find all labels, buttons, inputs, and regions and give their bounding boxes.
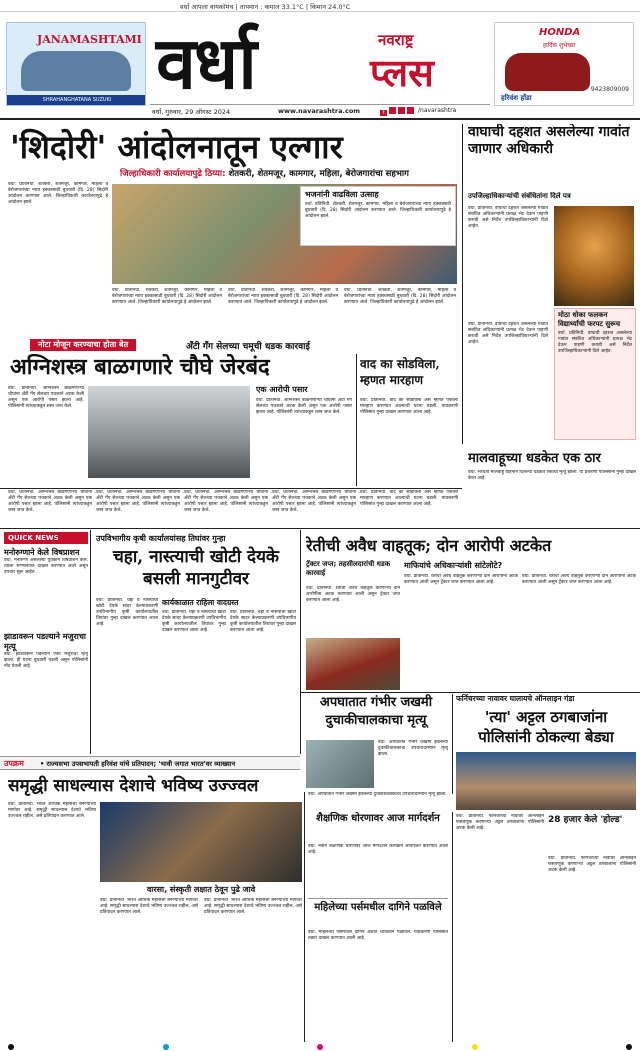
right-ad-sub: हार्दिक शुभेच्छा xyxy=(543,42,576,49)
bottom-lead-photo xyxy=(100,802,302,882)
bottom-lead-body-col2: वर्धा. प्रतिनिधी. भारत आर्थिक महासत्ता बनण्याच्या मार्गावर आहे. समृद्धी साधल्यास देशाचे भविष्य उज्ज्वल राहील, असे प्रतिपादन करण्यात आले. xyxy=(100,898,198,915)
arms-photo xyxy=(88,386,250,478)
lead-kicker-label: जिल्हाधिकारी कार्यालयापुढे ठिय्या: xyxy=(120,169,226,179)
logo-main: वर्धा xyxy=(156,20,255,104)
cheats-kicker: फर्निचरच्या नावावर घालायचे ऑनलाइन गंडा xyxy=(456,694,575,703)
cheats-headline: 'त्या' अट्टल ठगबाजांना पोलिसांनी ठोकल्या बेड्या xyxy=(478,708,614,746)
debate-headline: वाद का सोडविला, म्हणत मारहाण xyxy=(360,357,440,387)
lead-headline: 'शिदोरी' आंदोलनातून एल्गार xyxy=(10,128,343,166)
quick-news-item-1-title: मनोरुग्णाने केले विषप्राशन xyxy=(4,548,80,557)
women-body: वर्धा. महिलेच्या पर्समधील दागिने अज्ञात चोरट्याने पळविले. याप्रकरणी पोलिसांत तक्रार दाखल करण्यात आली आहे. xyxy=(308,930,448,941)
side-top-sub: उपजिल्हाधिकाऱ्यांची संबंधितांना दिले पत्र xyxy=(468,192,571,200)
accident-body: वर्धा. अपघातात गंभीर जखमी झालेल्या दुचाकीचालकाचा उपचारादरम्यान मृत्यू झाला. xyxy=(378,740,448,757)
left-ad-title: JANAMASHTAMI xyxy=(37,33,142,46)
motorcycle-image xyxy=(505,53,590,91)
sand-sub-1: ट्रॅक्टर जप्त; तहसीलदारांची धडक कारवाई xyxy=(306,560,391,577)
lead-body-col2: वर्धा. प्रतिनिधी. शेतकरी, शेतमजूर, कामगार, महिला व बेरोजगारांच्या न्याय हक्कासाठी बुधवारी (दि. 28) सिदोरी आंदोलन करण्यात आले. जिल्हाधिकारी कार्यालयापुढे हे आंदोलन झाले. xyxy=(112,288,222,305)
youtube-icon[interactable] xyxy=(389,107,396,114)
arms-body-col3: वर्धा. प्रतिनिधी. अग्निशस्त्र बाळगणाऱ्या चौघांना ॲंटी गँग सेलच्या पथकाने अटक केली असून एक आरोपी पसार झाला आहे. पोलिसांनी त्यांच्याकडून शस्त्र जप्त केले. xyxy=(8,490,92,513)
bottom-lead-headline: समृद्धी साधल्यास देशाचे भविष्य उज्ज्वल xyxy=(8,776,259,796)
instagram-icon[interactable] xyxy=(398,107,405,114)
date-bar xyxy=(150,104,490,116)
side-top-box xyxy=(554,308,636,440)
sand-body-col3: वर्धा. प्रतिनिधी. रेतीची अवैध वाहतूक करणाऱ्या दोन आरोपींना अटक करण्यात आली असून ट्रॅक्टर जप्त करण्यात आला आहे. xyxy=(522,574,636,585)
arms-body-col2: वर्धा. प्रतिनिधी. अग्निशस्त्र बाळगणाऱ्या चौघांना ॲंटी गँग सेलच्या पथकाने अटक केली असून एक आरोपी पसार झाला आहे. पोलिसांनी त्यांच्याकडून शस्त्र जप्त केले. xyxy=(256,398,352,415)
cheats-box-title: 28 हजार केले 'होल्ड' xyxy=(548,815,623,825)
right-ad[interactable] xyxy=(494,22,634,106)
quick-news-item-2-body: वर्धा. झाडावरून पडल्याने एका मजुराचा मृत्यू झाला. ही घटना बुधवारी घडली असून पोलिसांनी नोंद घेतली आहे. xyxy=(4,652,88,669)
social-icons xyxy=(380,107,414,116)
ticker-text: • राज्यसभा उपसभापती हरिवंश यांचे प्रतिपादन; 'भावी जगात भारत'वर व्याख्यान xyxy=(40,760,236,768)
side-top-box-body: वर्धा. प्रतिनिधी. वाघाची दहशत असलेल्या गावांत संबंधित अधिकाऱ्यांनी प्रत्यक्ष भेट देऊन पाहणी करावी असे निर्देश उपजिल्हाधिकाऱ्यांनी दिले आहेत. xyxy=(558,331,632,354)
arms-caption: एक आरोपी पसार xyxy=(256,385,308,394)
quick-news xyxy=(4,532,88,752)
facebook-icon[interactable]: f xyxy=(380,110,387,116)
women-headline: महिलेच्या पर्समधील दागिने पळविले xyxy=(308,898,448,928)
left-ad-brand: SHRAHANGHATANA SUZUKI xyxy=(7,95,146,105)
weather-strip: वर्धा आपला वायकॉमंच | तापमान : कमाल 33.1°C | किमान 24.0°C xyxy=(180,3,351,11)
tractor-photo xyxy=(306,638,400,690)
cheats-photo xyxy=(456,752,636,810)
cheats-body-col1: वर्धा. प्रतिनिधी. फर्निचरच्या नावावर ऑनलाइन फसवणूक करणाऱ्या अट्टल ठगबाजांना पोलिसांनी अटक केली आहे. xyxy=(456,814,544,831)
ticker xyxy=(0,756,300,770)
sand-sub-2: माफियांचे अधिकाऱ्यांशी सांटेलोटे? xyxy=(404,561,503,570)
ticker-label: उपक्रम xyxy=(4,759,24,768)
sand-body-col1: वर्धा. प्रतिनिधी. रेतीची अवैध वाहतूक करणाऱ्या दोन आरोपींना अटक करण्यात आली असून ट्रॅक्टर जप्त करण्यात आला आहे. xyxy=(306,586,400,603)
bottom-lead-body-col3: वर्धा. प्रतिनिधी. भारत आर्थिक महासत्ता बनण्याच्या मार्गावर आहे. समृद्धी साधल्यास देशाचे भविष्य उज्ज्वल राहील, असे प्रतिपादन करण्यात आले. xyxy=(204,898,302,915)
side-top-box-title: मोठा धोका फलकन विद्यार्थ्यांची फरपट सुरूच xyxy=(558,311,621,328)
arms-body-col5: वर्धा. प्रतिनिधी. अग्निशस्त्र बाळगणाऱ्या चौघांना ॲंटी गँग सेलच्या पथकाने अटक केली असून एक आरोपी पसार झाला आहे. पोलिसांनी त्यांच्याकडून शस्त्र जप्त केले. xyxy=(184,490,268,513)
side-top-body-2: वर्धा. प्रतिनिधी. वाघाची दहशत असलेल्या गावांत संबंधित अधिकाऱ्यांनी प्रत्यक्ष भेट देऊन पाहणी करावी असे निर्देश उपजिल्हाधिकाऱ्यांनी दिले आहेत. xyxy=(468,322,548,345)
malwa-body: वर्धा. भरधाव मालवाहू वाहनाने दिलेल्या धडकेत एकाचा मृत्यू झाला. या प्रकरणी पोलिसांनी गुन्हा दाखल केला आहे. xyxy=(468,470,636,481)
debate-body: वर्धा. प्रतिनिधी. वाद का सोडविला असे म्हणत एकाला मारहाण करण्यात आल्याची घटना घडली. याप्रकरणी पोलिसांत गुन्हा दाखल करण्यात आला आहे. xyxy=(360,398,458,415)
arms-body-col4: वर्धा. प्रतिनिधी. अग्निशस्त्र बाळगणाऱ्या चौघांना ॲंटी गँग सेलच्या पथकाने अटक केली असून एक आरोपी पसार झाला आहे. पोलिसांनी त्यांच्याकडून शस्त्र जप्त केले. xyxy=(96,490,180,513)
accident-headline: अपघातात गंभीर जखमी दुचाकीचालकाचा मृत्यू xyxy=(319,695,433,728)
education-body: वर्धा. नवीन शैक्षणिक धोरणावर आज मार्गदर्शन कार्यक्रम आयोजित करण्यात आला आहे. xyxy=(308,844,448,855)
lead-photo-caption: भजनांनी वाढविला उत्साह xyxy=(305,190,379,199)
accident-photo xyxy=(306,740,374,788)
education-headline: शैक्षणिक धोरणावर आज मार्गदर्शन xyxy=(316,813,440,824)
lead-kicker-rest: शेतकरी, शेतमजूर, कामगार, महिला, बेरोजगारांचा सहभाग xyxy=(228,169,409,179)
bottom-lead-caption: वारसा, संस्कृती लक्षात ठेवून पुढे जावे xyxy=(146,885,256,894)
registration-mark xyxy=(0,1043,640,1051)
logo-plus: प्लस xyxy=(370,50,434,95)
arms-body-col1: वर्धा. प्रतिनिधी. अग्निशस्त्र बाळगणाऱ्या चौघांना ॲंटी गँग सेलच्या पथकाने अटक केली असून एक आरोपी पसार झाला आहे. पोलिसांनी त्यांच्याकडून शस्त्र जप्त केले. xyxy=(8,386,84,409)
side-top-body: वर्धा. प्रतिनिधी. वाघाची दहशत असलेल्या गावांत संबंधित अधिकाऱ्यांनी प्रत्यक्ष भेट देऊन पाहणी करावी असे निर्देश उपजिल्हाधिकाऱ्यांनी दिले आहेत. xyxy=(468,206,548,229)
tiger-photo xyxy=(554,206,634,306)
agri-body-col1: वर्धा. प्रतिनिधी. चहा व नास्त्याची खोटी देयके सादर केल्याप्रकरणी उपविभागीय कृषी कार्यालयातील तिघांवर गुन्हा दाखल करण्यात आला आहे. xyxy=(96,598,158,627)
agri-body-col2: वर्धा. प्रतिनिधी. चहा व नास्त्याची खोटी देयके सादर केल्याप्रकरणी उपविभागीय कृषी कार्यालयातील तिघांवर गुन्हा दाखल करण्यात आला आहे. xyxy=(162,610,226,633)
arms-headline: अग्निशस्त्र बाळगणारे चौघे जेरबंद xyxy=(10,354,270,380)
top-strip xyxy=(0,0,640,12)
twitter-icon[interactable] xyxy=(407,107,414,114)
quick-news-label: QUICK NEWS xyxy=(4,532,88,544)
lead-photo-caption-box xyxy=(300,186,456,246)
cheats-body-col2: वर्धा. प्रतिनिधी. फर्निचरच्या नावावर ऑनलाइन फसवणूक करणाऱ्या अट्टल ठगबाजांना पोलिसांनी अटक केली आहे. xyxy=(548,856,636,873)
agri-kicker: उपविभागीय कृषी कार्यालयांसह तिघांवर गुन्हा xyxy=(96,534,226,543)
malwa-headline: मालवाहूच्या धडकेत एक ठार xyxy=(468,451,601,466)
website-link[interactable]: www.navarashtra.com xyxy=(278,107,361,115)
sand-body-col2: वर्धा. प्रतिनिधी. रेतीची अवैध वाहतूक करणाऱ्या दोन आरोपींना अटक करण्यात आली असून ट्रॅक्टर जप्त करण्यात आला आहे. xyxy=(404,574,518,585)
debate-body-2: वर्धा. प्रतिनिधी. वाद का सोडविला असे म्हणत एकाला मारहाण करण्यात आल्याची घटना घडली. याप्रकरणी पोलिसांत गुन्हा दाखल करण्यात आला आहे. xyxy=(360,490,458,507)
lead-photo-caption-body: वर्धा. प्रतिनिधी. शेतकरी, शेतमजूर, कामगार, महिला व बेरोजगारांच्या न्याय हक्कासाठी बुधवारी (दि. 28) सिदोरी आंदोलन करण्यात आले. जिल्हाधिकारी कार्यालयापुढे हे आंदोलन झाले. xyxy=(305,202,451,219)
agri-headline: चहा, नास्त्याची खोटी देयके बसली मानगुटीवर xyxy=(113,547,279,589)
strip-1 xyxy=(0,338,462,352)
right-ad-phone: 9423809009 xyxy=(590,86,629,93)
cheats-box xyxy=(548,814,636,854)
lead-body-col4: वर्धा. प्रतिनिधी. शेतकरी, शेतमजूर, कामगार, महिला व बेरोजगारांच्या न्याय हक्कासाठी बुधवारी (दि. 28) सिदोरी आंदोलन करण्यात आले. जिल्हाधिकारी कार्यालयापुढे हे आंदोलन झाले. xyxy=(344,288,456,305)
lead-body-col3: वर्धा. प्रतिनिधी. शेतकरी, शेतमजूर, कामगार, महिला व बेरोजगारांच्या न्याय हक्कासाठी बुधवारी (दि. 28) सिदोरी आंदोलन करण्यात आले. जिल्हाधिकारी कार्यालयापुढे हे आंदोलन झाले. xyxy=(228,288,338,305)
right-ad-brand: हरिवंश होंडा xyxy=(501,94,532,102)
social-handle: /navarashtra xyxy=(418,107,457,114)
quick-news-item-2-title: झाडावरून पडल्याने मजुराचा मृत्यू xyxy=(4,632,86,651)
sand-headline: रेतीची अवैध वाहतूक; दोन आरोपी अटकेत xyxy=(306,536,552,555)
agri-body-col3: वर्धा. प्रतिनिधी. चहा व नास्त्याची खोटी देयके सादर केल्याप्रकरणी उपविभागीय कृषी कार्यालयातील तिघांवर गुन्हा दाखल करण्यात आला आहे. xyxy=(230,610,296,633)
lead-body-col1: वर्धा. प्रतिनिधी. शेतकरी, शेतमजूर, कामगार, महिला व बेरोजगारांच्या न्याय हक्कासाठी बुधवारी (दि. 28) सिदोरी आंदोलन करण्यात आले. जिल्हाधिकारी कार्यालयापुढे हे आंदोलन झाले. xyxy=(8,182,108,205)
logo-navrashtra: नवराष्ट्र xyxy=(378,31,414,49)
agri-box: कार्यकाळात राहिला वादग्रस्त xyxy=(162,598,239,607)
strip-1-right: ॲंटी गँग सेलच्या चमूची धडक कारवाई xyxy=(186,342,310,352)
arms-body-col6: वर्धा. प्रतिनिधी. अग्निशस्त्र बाळगणाऱ्या चौघांना ॲंटी गँग सेलच्या पथकाने अटक केली असून एक आरोपी पसार झाला आहे. पोलिसांनी त्यांच्याकडून शस्त्र जप्त केले. xyxy=(272,490,356,513)
accident-body-2: वर्धा. अपघातात गंभीर जखमी झालेल्या दुचाकीचालकाचा उपचारादरम्यान मृत्यू झाला. xyxy=(308,792,447,797)
right-ad-title: HONDA xyxy=(539,27,581,38)
side-top-headline: वाघाची दहशत असलेल्या गावांत जाणार अधिकारी xyxy=(468,124,630,157)
quick-news-item-1-body: वर्धा. मनोरुग्ण असलेल्या युवकाने विषप्राशन केले. त्याला रुग्णालयात दाखल करण्यात आले असून उपचार सुरू आहेत. xyxy=(4,558,88,575)
left-ad[interactable] xyxy=(6,22,146,106)
date-line: वर्धा, गुरुवार, 29 ऑगस्ट 2024 xyxy=(152,108,231,116)
lead-kicker xyxy=(120,168,460,182)
strip-1-left: नोटा मोजून करण्याचा होता बेत xyxy=(30,339,136,351)
scooter-image xyxy=(21,51,131,91)
bottom-lead-body-col1: वर्धा. प्रतिनिधी. भारत आर्थिक महासत्ता बनण्याच्या मार्गावर आहे. समृद्धी साधल्यास देशाचे भविष्य उज्ज्वल राहील, असे प्रतिपादन करण्यात आले. xyxy=(8,802,96,819)
masthead-logo xyxy=(150,16,490,104)
